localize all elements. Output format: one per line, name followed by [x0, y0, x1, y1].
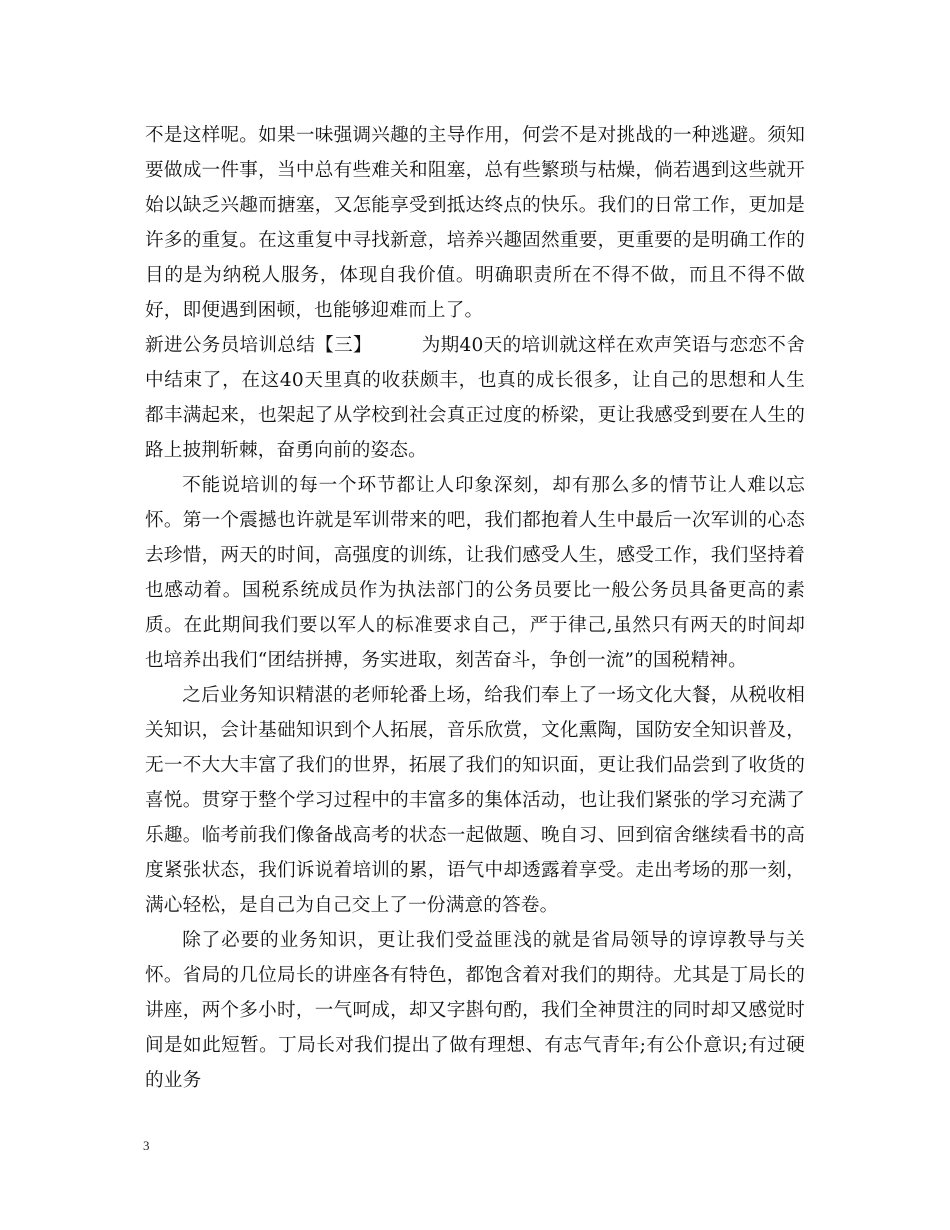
page-number: 3: [143, 1138, 150, 1153]
heading-gap: [372, 335, 422, 356]
paragraph-4: 之后业务知识精湛的老师轮番上场，给我们奉上了一场文化大餐，从税收相关知识，会计基础知识到个人拓展，音乐欣赏，文化熏陶，国防安全知识普及，无一不大大丰富了我们的世界，拓展了我们的知识面，更让我们品尝到了收货的喜悦。贯穿于整个学习过程中的丰富多的集体活动，也让我们紧张的学习充满了乐趣。临考前我们像备战高考的状态一起做题、晚自习、回到宿舍继续看书的高度紧张状态，我们诉说着培训的累，语气中却透露着享受。走出考场的那一刻，满心轻松，是自己为自己交上了一份满意的答卷。: [145, 685, 805, 916]
section-heading: 新进公务员培训总结【三】: [145, 335, 372, 356]
paragraph-1: 不是这样呢。如果一味强调兴趣的主导作用，何尝不是对挑战的一种逃避。须知要做成一件事，当中总有些难关和阻塞，总有些繁琐与枯燥，倘若遇到这些就开始以缺乏兴趣而搪塞，又怎能享受到抵达终点的快乐。我们的日常工作，更加是许多的重复。在这重复中寻找新意，培养兴趣固然重要，更重要的是明确工作的目的是为纳税人服务，体现自我价值。明确职责所在不得不做，而且不得不做好，即便遇到困顿，也能够迎难而上了。: [145, 125, 805, 321]
paragraph-3: 不能说培训的每一个环节都让人印象深刻，却有那么多的情节让人难以忘怀。第一个震撼也许就是军训带来的吧，我们都抱着人生中最后一次军训的心态去珍惜，两天的时间，高强度的训练，让我们感受人生，感受工作，我们坚持着也感动着。国税系统成员作为执法部门的公务员要比一般公务员具备更高的素质。在此期间我们要以军人的标准要求自己，严于律己,虽然只有两天的时间却也培养出我们“团结拼搏，务实进取，刻苦奋斗，争创一流”的国税精神。: [145, 475, 805, 671]
document-body: [145, 118, 805, 1098]
paragraph-2: [145, 328, 805, 468]
paragraph-2-text: 为期40天的培训就这样在欢声笑语与恋恋不舍中结束了，在这40天里真的收获颇丰，也真的成长很多，让自己的思想和人生都丰满起来，也架起了从学校到社会真正过度的桥梁，更让我感受到要在人生的路上披荆斩棘，奋勇向前的姿态。: [145, 335, 805, 461]
paragraph-5: 除了必要的业务知识，更让我们受益匪浅的就是省局领导的谆谆教导与关怀。省局的几位局长的讲座各有特色，都饱含着对我们的期待。尤其是丁局长的讲座，两个多小时，一气呵成，却又字斟句酌，我们全神贯注的同时却又感觉时间是如此短暂。丁局长对我们提出了做有理想、有志气青年;有公仆意识;有过硬的业务: [145, 930, 805, 1091]
